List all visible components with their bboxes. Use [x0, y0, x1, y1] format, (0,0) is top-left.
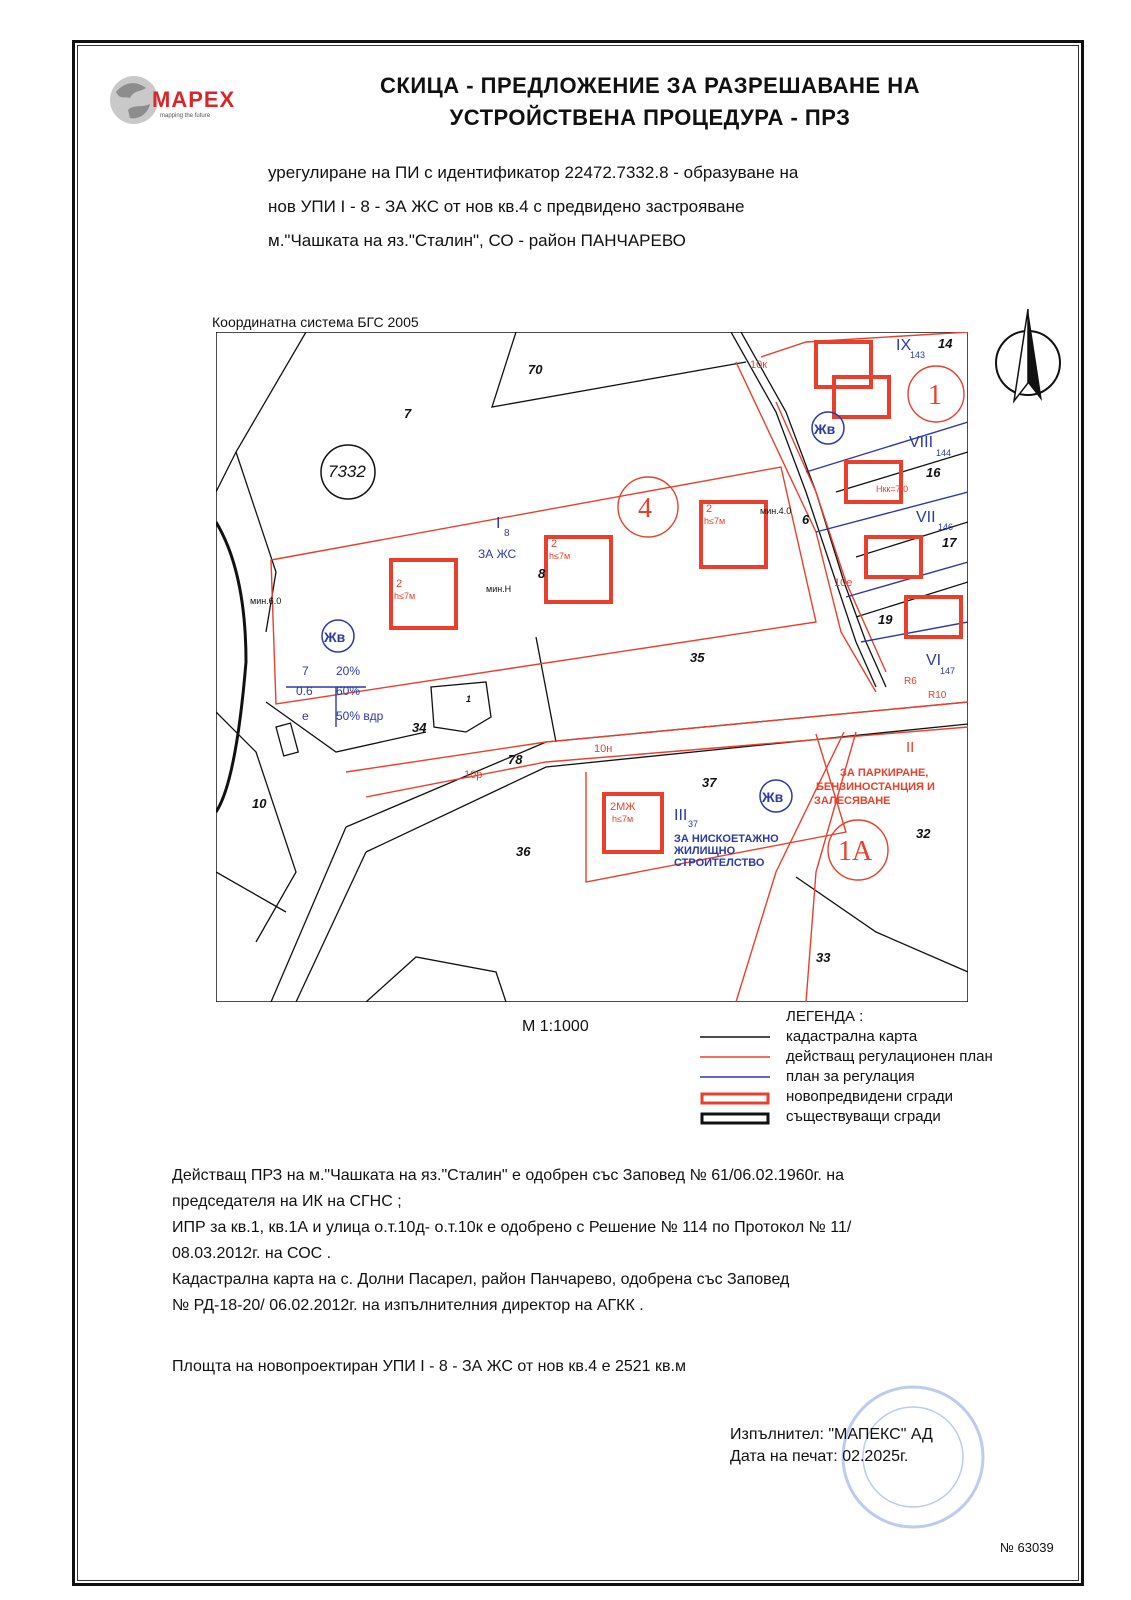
building-height-1: h≤7м [394, 591, 416, 601]
upi-i-sub: 8 [504, 528, 510, 539]
parcel-label-8: 8 [538, 566, 546, 581]
notes-section [172, 1163, 1072, 1319]
parcel-label-17: 17 [942, 535, 957, 550]
subtitle-line-1: урегулиране на ПИ с идентификатор 22472.7332.8 - образуване на [268, 163, 799, 182]
parcel-label-10: 10 [252, 796, 267, 811]
upi-viii-sub: 144 [936, 448, 952, 458]
legend-rect-black [700, 1112, 770, 1126]
existing-building-height: h≤7м [612, 814, 634, 824]
legend-rect-red [700, 1092, 770, 1106]
building-height-2: h≤7м [549, 551, 571, 561]
upi-vi-sub: 147 [940, 666, 956, 676]
point-10e: 10е [834, 577, 853, 589]
note-line: № РД-18-20/ 06.02.2012г. на изпълнителния директор на АГКК . [172, 1297, 644, 1314]
logo-text: MAPEX [152, 87, 236, 112]
upi-ii-use-3: ЗАЛЕСЯВАНЕ [814, 795, 891, 807]
upi-iii-use-1: ЗА НИСКОЕТАЖНО [674, 833, 779, 845]
upi-ii-number: II [906, 739, 915, 756]
parcel-label-7332: 7332 [328, 462, 366, 481]
upi-iii-use-3: СТРОИТЕЛСТВО [674, 857, 765, 869]
note-line: 08.03.2012г. на СОС . [172, 1245, 332, 1262]
block-label-4: 4 [638, 493, 652, 524]
upi-iii-number: III [674, 807, 688, 824]
legend-item-regulation [700, 1048, 1050, 1068]
note-line: Кадастрална карта на с. Долни Пасарел, район Панчарево, одобрена със Заповед [172, 1271, 790, 1288]
document-subtitle [268, 156, 798, 258]
building-floors-2: 2 [551, 538, 558, 550]
parcel-label-7: 7 [404, 406, 412, 421]
building-floors-3: 2 [706, 503, 713, 515]
existing-building-label: 2МЖ [610, 801, 636, 813]
indicator-r1a: 7 [302, 664, 309, 678]
zone-label-3: Жв [762, 789, 784, 805]
upi-viii-number: VIII [909, 434, 934, 451]
parcel-label-36: 36 [516, 844, 531, 859]
legend-item-plan [700, 1068, 1050, 1088]
cadastral-map [216, 332, 968, 1002]
indicator-r3b: 50% вдр [336, 709, 384, 723]
upi-iii-sub: 37 [688, 819, 699, 829]
parcel-label-14: 14 [938, 336, 953, 351]
legend-label: действащ регулационен план [786, 1048, 993, 1065]
note-line: председателя на ИК на СГНС ; [172, 1193, 402, 1210]
radius-r6: R6 [904, 676, 917, 687]
legend-line-red [700, 1052, 770, 1062]
indicator-r2a: 0.6 [296, 684, 313, 698]
building-height-3: h≤7м [704, 516, 726, 526]
document-title [300, 70, 1000, 134]
dim-min-4: мин.4.0 [760, 506, 792, 516]
upi-i-use: ЗА ЖС [478, 547, 517, 561]
indicator-r1b: 20% [336, 664, 361, 678]
parcel-label-32: 32 [916, 826, 931, 841]
title-line-2: УСТРОЙСТВЕНА ПРОЦЕДУРА - ПРЗ [449, 105, 851, 130]
block-label-1a: 1А [838, 836, 873, 867]
upi-ii-use-1: ЗА ПАРКИРАНЕ, [840, 767, 929, 779]
legend-item-new-buildings [700, 1088, 1050, 1108]
logo-tagline: mapping the future [160, 113, 211, 119]
building-floors-1: 2 [396, 578, 403, 590]
parcel-label-78: 78 [508, 752, 523, 767]
parcel-label-37: 37 [702, 775, 717, 790]
parcel-label-35: 35 [690, 650, 705, 665]
legend-item-cadastre [700, 1028, 1050, 1048]
point-10n: 10н [594, 743, 613, 755]
subtitle-line-3: м."Чашката на яз."Сталин", СО - район ПАНЧАРЕВО [268, 231, 686, 250]
dim-min-h: мин.Н [486, 584, 512, 594]
legend-label: новопредвидени сгради [786, 1088, 954, 1105]
title-line-1: СКИЦА - ПРЕДЛОЖЕНИЕ ЗА РАЗРЕШАВАНЕ НА [380, 73, 920, 98]
north-arrow-icon [990, 305, 1066, 405]
legend-label: съществуващи сгради [786, 1108, 941, 1125]
document-number: № 63039 [1000, 1540, 1054, 1555]
upi-iii-use-2: ЖИЛИЩНО [674, 845, 736, 857]
upi-vi-number: VI [926, 652, 942, 669]
point-10r: 10р [464, 769, 483, 781]
legend-line-blue [700, 1072, 770, 1082]
legend-label: план за регулация [786, 1068, 915, 1085]
coordinate-system-label: Координатна система БГС 2005 [212, 314, 419, 330]
parcel-label-6: 6 [802, 512, 810, 527]
upi-vii-sub: 146 [938, 522, 954, 532]
parcel-label-19: 19 [878, 612, 893, 627]
block-label-1: 1 [928, 380, 942, 411]
zone-label-2: Жв [814, 421, 836, 437]
zone-label-1: Жв [324, 629, 346, 645]
map-scale: М 1:1000 [522, 1018, 589, 1035]
parcel-label-70: 70 [528, 362, 543, 377]
area-note: Площта на новопроектиран УПИ I - 8 - ЗА ЖС от нов кв.4 е 2521 кв.м [172, 1358, 686, 1375]
parcel-label-34: 34 [412, 720, 427, 735]
executor-line: Изпълнител: "МАПЕКС" АД [730, 1426, 933, 1443]
indicator-r2b: 60% [336, 684, 361, 698]
point-10k: 10к [750, 359, 768, 371]
note-line: Действащ ПРЗ на м."Чашката на яз."Сталин" е одобрен със Заповед № 61/06.02.1960г. на [172, 1167, 845, 1184]
upi-ix-number: IX [896, 337, 912, 354]
upi-ii-use-2: БЕНЗИНОСТАНЦИЯ И [816, 781, 935, 793]
dim-min-6: мин.6.0 [250, 596, 282, 606]
parcel-label-16: 16 [926, 465, 941, 480]
upi-i-number: I [496, 515, 501, 532]
legend-line-black [700, 1032, 770, 1042]
indicator-r3a: е [302, 709, 309, 723]
legend-label: кадастрална карта [786, 1028, 918, 1045]
legend-title: ЛЕГЕНДА : [786, 1008, 864, 1025]
upi-ix-sub: 143 [910, 350, 926, 360]
executor-block [730, 1424, 933, 1468]
building-label-1: 1 [466, 694, 472, 704]
upi-vii-number: VII [916, 509, 936, 526]
note-line: ИПР за кв.1, кв.1А и улица о.т.10д- о.т.10к е одобрено с Решение № 114 по Протокол № 11/ [172, 1219, 852, 1236]
legend-item-existing-buildings [700, 1108, 1050, 1128]
radius-r10: R10 [928, 690, 947, 701]
building-nkk-label: Нкк=7.0 [876, 484, 909, 494]
print-date: Дата на печат: 02.2025г. [730, 1448, 909, 1465]
parcel-label-33: 33 [816, 950, 831, 965]
subtitle-line-2: нов УПИ I - 8 - ЗА ЖС от нов кв.4 с предвидено застрояване [268, 197, 745, 216]
